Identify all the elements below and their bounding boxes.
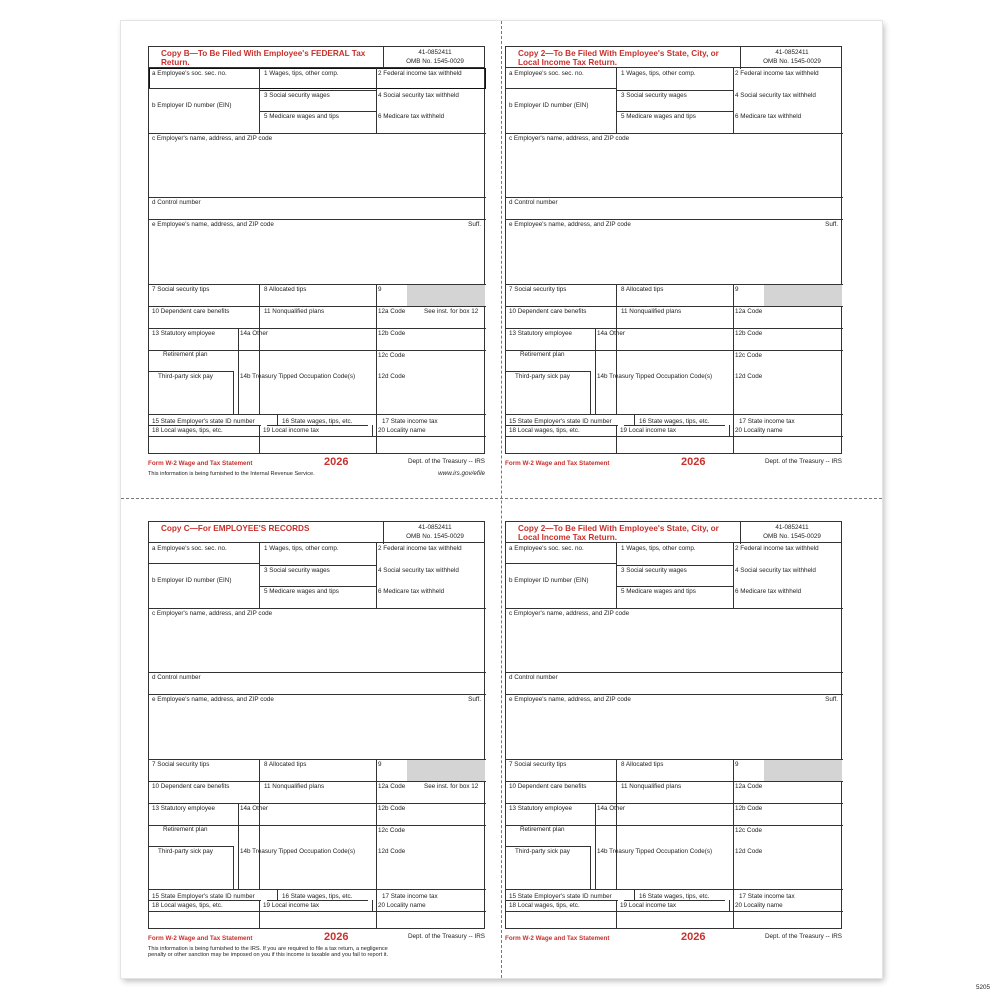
dept-label: Dept. of the Treasury -- IRS <box>765 458 842 465</box>
field-label-b11: 11 Nonqualified plans <box>264 308 325 315</box>
w2-form-2 <box>505 46 842 486</box>
rule-h <box>506 284 843 285</box>
field-label-b12c: 12c Code <box>735 352 762 359</box>
rule-h <box>149 371 233 372</box>
field-label-b14a: 14a Other <box>597 805 626 812</box>
form-header <box>505 521 842 543</box>
copy-title: Copy C—For EMPLOYEE'S RECORDS <box>161 524 310 533</box>
field-label-b12d: 12d Code <box>735 373 763 380</box>
rule-h <box>149 672 486 673</box>
form-name: Form W-2 Wage and Tax Statement <box>505 935 610 942</box>
rule-v <box>259 759 260 889</box>
field-label-a: a Employee's soc. sec. no. <box>152 70 227 77</box>
field-label-c: c Employer's name, address, and ZIP code <box>152 135 273 142</box>
field-label-b7: 7 Social security tips <box>509 761 567 768</box>
field-label-b12c: 12c Code <box>735 827 762 834</box>
rule-v <box>733 543 734 608</box>
form-header <box>148 46 485 68</box>
field-label-b19: 19 Local income tax <box>263 902 320 909</box>
irs-url: www.irs.gov/efile <box>438 470 485 477</box>
field-label-b12a: 12a Code <box>735 308 763 315</box>
rule-v <box>277 414 278 425</box>
field-label-b3: 3 Social security wages <box>621 567 687 574</box>
rule-h <box>267 900 368 901</box>
w2-form-1 <box>148 46 485 486</box>
rule-h <box>624 425 725 426</box>
field-label-b12a: 12a Code <box>378 308 406 315</box>
field-label-d: d Control number <box>509 199 558 206</box>
field-label-e: e Employee's name, address, and ZIP code <box>509 221 631 228</box>
box-9-shade <box>764 285 842 306</box>
field-label-b12a: 12a Code <box>735 783 763 790</box>
field-label-b12c: 12c Code <box>378 352 405 359</box>
rule-v <box>590 846 591 889</box>
form-header <box>505 46 842 68</box>
copy-title: Copy 2—To Be Filed With Employee's State, City, or Local Income Tax Return. <box>518 49 719 67</box>
form-body <box>505 68 842 454</box>
field-label-b15: 15 State Employer's state ID number <box>509 418 612 425</box>
field-label-b9: 9 <box>378 761 382 768</box>
field-label-b12b: 12b Code <box>735 805 763 812</box>
rule-h <box>616 90 733 91</box>
field-label-retirement: Retirement plan <box>163 826 208 833</box>
field-label-b4: 4 Social security tax withheld <box>378 92 459 99</box>
field-label-b11: 11 Nonqualified plans <box>621 783 682 790</box>
rule-h <box>267 425 368 426</box>
rule-v <box>277 889 278 900</box>
field-label-b13: 13 Statutory employee <box>509 805 573 812</box>
field-label-b13: 13 Statutory employee <box>152 805 216 812</box>
rule-h <box>506 672 843 673</box>
field-label-b7: 7 Social security tips <box>152 761 210 768</box>
field-label-b7: 7 Social security tips <box>152 286 210 293</box>
field-label-retirement: Retirement plan <box>520 826 565 833</box>
form-name: Form W-2 Wage and Tax Statement <box>148 935 253 942</box>
suffix-label: Suff. <box>468 221 481 228</box>
field-label-b11: 11 Nonqualified plans <box>264 783 325 790</box>
field-label-b6: 6 Medicare tax withheld <box>735 113 802 120</box>
rule-h <box>506 133 843 134</box>
field-label-b: b Employer ID number (EIN) <box>152 577 232 584</box>
field-label-a: a Employee's soc. sec. no. <box>152 545 227 552</box>
rule-h <box>616 111 733 112</box>
rule-h <box>506 781 843 782</box>
field-label-b8: 8 Allocated tips <box>264 286 307 293</box>
rule-v <box>259 900 260 929</box>
suffix-label: Suff. <box>825 696 838 703</box>
field-label-b12b: 12b Code <box>378 805 406 812</box>
field-label-b1: 1 Wages, tips, other comp. <box>621 545 696 552</box>
field-label-b18: 18 Local wages, tips, etc. <box>152 902 223 909</box>
rule-v <box>733 759 734 889</box>
rule-h <box>506 414 843 415</box>
field-label-b14a: 14a Other <box>240 330 269 337</box>
rule-h <box>149 414 486 415</box>
rule-h <box>149 759 486 760</box>
rule-h <box>506 88 616 89</box>
ein-block <box>740 47 843 69</box>
rule-h <box>506 900 618 901</box>
field-label-b12b: 12b Code <box>735 330 763 337</box>
rule-h <box>149 694 486 695</box>
rule-v <box>372 425 373 436</box>
rule-h <box>506 436 843 437</box>
rule-h <box>506 563 616 564</box>
vertical-perforation <box>501 21 502 978</box>
field-label-b11: 11 Nonqualified plans <box>621 308 682 315</box>
field-label-b1: 1 Wages, tips, other comp. <box>264 545 339 552</box>
field-label-b13: 13 Statutory employee <box>152 330 216 337</box>
rule-h <box>149 803 486 804</box>
employer-ein-number: 41-0852411 <box>418 49 452 56</box>
field-label-b12b: 12b Code <box>378 330 406 337</box>
field-label-retirement: Retirement plan <box>520 351 565 358</box>
field-label-b9: 9 <box>378 286 382 293</box>
copy-title: Copy B—To Be Filed With Employee's FEDERAL Tax Return. <box>161 49 366 67</box>
rule-h <box>506 425 618 426</box>
field-label-b18: 18 Local wages, tips, etc. <box>152 427 223 434</box>
rule-h <box>149 197 486 198</box>
footer-note-1: This information is being furnished to the Internal Revenue Service. <box>148 471 315 477</box>
field-label-b5: 5 Medicare wages and tips <box>621 588 696 595</box>
rule-v <box>233 371 234 414</box>
rule-v <box>733 900 734 929</box>
rule-v <box>733 68 734 133</box>
form-body <box>505 543 842 929</box>
field-label-b: b Employer ID number (EIN) <box>152 102 232 109</box>
field-label-b6: 6 Medicare tax withheld <box>735 588 802 595</box>
rule-h <box>506 371 590 372</box>
field-label-b15: 15 State Employer's state ID number <box>152 418 255 425</box>
field-label-b16: 16 State wages, tips, etc. <box>639 893 710 900</box>
rule-v <box>616 68 617 133</box>
field-label-b6: 6 Medicare tax withheld <box>378 113 445 120</box>
field-label-e: e Employee's name, address, and ZIP code <box>152 221 274 228</box>
field-label-b5: 5 Medicare wages and tips <box>621 113 696 120</box>
rule-v <box>376 543 377 608</box>
rule-v <box>616 759 617 889</box>
footer-note-1: This information is being furnished to the IRS. If you are required to file a tax return, a negligence <box>148 946 388 952</box>
field-label-b3: 3 Social security wages <box>621 92 687 99</box>
field-label-b12a: 12a Code <box>378 783 406 790</box>
field-label-c: c Employer's name, address, and ZIP code <box>509 610 630 617</box>
field-label-b8: 8 Allocated tips <box>621 286 664 293</box>
rule-h <box>259 565 376 566</box>
employer-ein-number: 41-0852411 <box>775 524 809 531</box>
field-label-retirement: Retirement plan <box>163 351 208 358</box>
form-name: Form W-2 Wage and Tax Statement <box>505 460 610 467</box>
rule-h <box>259 586 376 587</box>
field-label-b16: 16 State wages, tips, etc. <box>282 893 353 900</box>
field-label-b14b: 14b Treasury Tipped Occupation Code(s) <box>240 373 356 380</box>
rule-v <box>376 759 377 889</box>
field-label-a: a Employee's soc. sec. no. <box>509 545 584 552</box>
field-label-b13: 13 Statutory employee <box>509 330 573 337</box>
field-label-b8: 8 Allocated tips <box>621 761 664 768</box>
form-body <box>148 68 485 454</box>
rule-v <box>733 425 734 454</box>
field-label-thirdparty: Third-party sick pay <box>158 373 213 380</box>
field-label-b16: 16 State wages, tips, etc. <box>282 418 353 425</box>
field-label-b1: 1 Wages, tips, other comp. <box>264 70 339 77</box>
rule-h <box>506 911 843 912</box>
rule-v <box>372 900 373 911</box>
field-label-e: e Employee's name, address, and ZIP code <box>509 696 631 703</box>
rule-h <box>149 219 486 220</box>
suffix-label: Suff. <box>468 696 481 703</box>
form-year: 2026 <box>324 456 349 468</box>
rule-v <box>233 846 234 889</box>
suffix-label: Suff. <box>825 221 838 228</box>
rule-h <box>506 197 843 198</box>
rule-v <box>616 543 617 608</box>
field-label-c: c Employer's name, address, and ZIP code <box>509 135 630 142</box>
field-label-d: d Control number <box>152 199 201 206</box>
rule-v <box>616 284 617 414</box>
rule-h <box>506 803 843 804</box>
rule-h <box>616 586 733 587</box>
form-header <box>148 521 485 543</box>
rule-h <box>149 306 486 307</box>
field-label-b14b: 14b Treasury Tipped Occupation Code(s) <box>597 848 713 855</box>
rule-v <box>259 425 260 454</box>
rule-v <box>259 284 260 414</box>
omb-number: OMB No. 1545-0029 <box>406 58 464 65</box>
rule-h <box>149 88 259 89</box>
employer-ein-number: 41-0852411 <box>418 524 452 531</box>
field-label-b14b: 14b Treasury Tipped Occupation Code(s) <box>240 848 356 855</box>
rule-v <box>238 328 239 414</box>
form-body <box>148 543 485 929</box>
box-12-instruction: See inst. for box 12 <box>424 308 479 315</box>
field-label-thirdparty: Third-party sick pay <box>515 373 570 380</box>
field-label-b2: 2 Federal income tax withheld <box>378 70 462 77</box>
field-label-b12c: 12c Code <box>378 827 405 834</box>
rule-v <box>590 371 591 414</box>
rule-v <box>376 68 377 133</box>
field-label-b3: 3 Social security wages <box>264 92 330 99</box>
field-label-b16: 16 State wages, tips, etc. <box>639 418 710 425</box>
rule-h <box>259 111 376 112</box>
rule-v <box>729 425 730 436</box>
field-label-b: b Employer ID number (EIN) <box>509 102 589 109</box>
rule-v <box>634 414 635 425</box>
sheet-code: 5205 <box>975 984 990 991</box>
field-label-b12d: 12d Code <box>735 848 763 855</box>
rule-h <box>149 900 261 901</box>
field-label-b6: 6 Medicare tax withheld <box>378 588 445 595</box>
rule-h <box>149 436 486 437</box>
rule-v <box>595 328 596 414</box>
field-label-b17: 17 State income tax <box>382 418 438 425</box>
omb-number: OMB No. 1545-0029 <box>763 533 821 540</box>
field-label-b18: 18 Local wages, tips, etc. <box>509 427 580 434</box>
field-label-b4: 4 Social security tax withheld <box>735 92 816 99</box>
rule-v <box>238 803 239 889</box>
form-year: 2026 <box>681 456 706 468</box>
field-label-b5: 5 Medicare wages and tips <box>264 113 339 120</box>
ein-block <box>383 47 486 69</box>
rule-h <box>149 608 486 609</box>
form-year: 2026 <box>681 931 706 943</box>
ein-block <box>740 522 843 544</box>
rule-v <box>616 900 617 929</box>
rule-v <box>595 803 596 889</box>
rule-h <box>149 911 486 912</box>
field-label-b19: 19 Local income tax <box>620 427 677 434</box>
field-label-b17: 17 State income tax <box>739 893 795 900</box>
field-label-b12d: 12d Code <box>378 373 406 380</box>
field-label-b10: 10 Dependent care benefits <box>509 308 587 315</box>
footer-note-2: penalty or other sanction may be imposed on you if this income is taxable and you fail to report it. <box>148 952 389 958</box>
form-year: 2026 <box>324 931 349 943</box>
rule-h <box>506 219 843 220</box>
rule-v <box>259 68 260 133</box>
field-label-b18: 18 Local wages, tips, etc. <box>509 902 580 909</box>
dept-label: Dept. of the Treasury -- IRS <box>765 933 842 940</box>
field-label-d: d Control number <box>152 674 201 681</box>
field-label-b9: 9 <box>735 286 739 293</box>
rule-h <box>506 328 843 329</box>
rule-v <box>376 284 377 414</box>
omb-number: OMB No. 1545-0029 <box>763 58 821 65</box>
field-label-b10: 10 Dependent care benefits <box>152 308 230 315</box>
rule-h <box>506 759 843 760</box>
rule-v <box>376 900 377 929</box>
dept-label: Dept. of the Treasury -- IRS <box>408 458 485 465</box>
rule-h <box>624 900 725 901</box>
field-label-thirdparty: Third-party sick pay <box>158 848 213 855</box>
copy-title: Copy 2—To Be Filed With Employee's State, City, or Local Income Tax Return. <box>518 524 719 542</box>
dept-label: Dept. of the Treasury -- IRS <box>408 933 485 940</box>
field-label-thirdparty: Third-party sick pay <box>515 848 570 855</box>
field-label-e: e Employee's name, address, and ZIP code <box>152 696 274 703</box>
w2-form-3 <box>148 521 485 961</box>
field-label-b2: 2 Federal income tax withheld <box>735 545 819 552</box>
field-label-b4: 4 Social security tax withheld <box>735 567 816 574</box>
rule-h <box>149 846 233 847</box>
field-label-b9: 9 <box>735 761 739 768</box>
field-label-b10: 10 Dependent care benefits <box>152 783 230 790</box>
field-label-b8: 8 Allocated tips <box>264 761 307 768</box>
rule-h <box>149 781 486 782</box>
box-9-shade <box>407 760 485 781</box>
rule-v <box>733 284 734 414</box>
field-label-b14b: 14b Treasury Tipped Occupation Code(s) <box>597 373 713 380</box>
omb-number: OMB No. 1545-0029 <box>406 533 464 540</box>
field-label-b19: 19 Local income tax <box>620 902 677 909</box>
rule-v <box>376 425 377 454</box>
rule-h <box>149 425 261 426</box>
field-label-b19: 19 Local income tax <box>263 427 320 434</box>
field-label-b17: 17 State income tax <box>739 418 795 425</box>
rule-h <box>149 133 486 134</box>
rule-h <box>259 90 376 91</box>
field-label-b20: 20 Locality name <box>378 427 426 434</box>
box-9-shade <box>407 285 485 306</box>
field-label-b15: 15 State Employer's state ID number <box>509 893 612 900</box>
field-label-b14a: 14a Other <box>240 805 269 812</box>
field-label-b: b Employer ID number (EIN) <box>509 577 589 584</box>
field-label-b12d: 12d Code <box>378 848 406 855</box>
rule-h <box>149 284 486 285</box>
rule-h <box>149 563 259 564</box>
ein-block <box>383 522 486 544</box>
rule-h <box>506 694 843 695</box>
field-label-c: c Employer's name, address, and ZIP code <box>152 610 273 617</box>
form-name: Form W-2 Wage and Tax Statement <box>148 460 253 467</box>
rule-v <box>616 425 617 454</box>
field-label-b14a: 14a Other <box>597 330 626 337</box>
rule-h <box>506 608 843 609</box>
rule-h <box>149 328 486 329</box>
box-9-shade <box>764 760 842 781</box>
field-label-b1: 1 Wages, tips, other comp. <box>621 70 696 77</box>
field-label-b3: 3 Social security wages <box>264 567 330 574</box>
field-label-b20: 20 Locality name <box>378 902 426 909</box>
field-label-b15: 15 State Employer's state ID number <box>152 893 255 900</box>
rule-v <box>634 889 635 900</box>
field-label-b4: 4 Social security tax withheld <box>378 567 459 574</box>
field-label-b17: 17 State income tax <box>382 893 438 900</box>
field-label-b7: 7 Social security tips <box>509 286 567 293</box>
rule-h <box>506 846 590 847</box>
rule-h <box>149 889 486 890</box>
rule-v <box>259 543 260 608</box>
field-label-d: d Control number <box>509 674 558 681</box>
field-label-b20: 20 Locality name <box>735 427 783 434</box>
rule-v <box>729 900 730 911</box>
rule-h <box>616 565 733 566</box>
horizontal-perforation <box>121 498 882 499</box>
field-label-b5: 5 Medicare wages and tips <box>264 588 339 595</box>
rule-h <box>506 889 843 890</box>
field-label-b2: 2 Federal income tax withheld <box>735 70 819 77</box>
field-label-b20: 20 Locality name <box>735 902 783 909</box>
employer-ein-number: 41-0852411 <box>775 49 809 56</box>
rule-h <box>506 306 843 307</box>
field-label-b2: 2 Federal income tax withheld <box>378 545 462 552</box>
box-12-instruction: See inst. for box 12 <box>424 783 479 790</box>
field-label-a: a Employee's soc. sec. no. <box>509 70 584 77</box>
w2-form-4 <box>505 521 842 961</box>
field-label-b10: 10 Dependent care benefits <box>509 783 587 790</box>
